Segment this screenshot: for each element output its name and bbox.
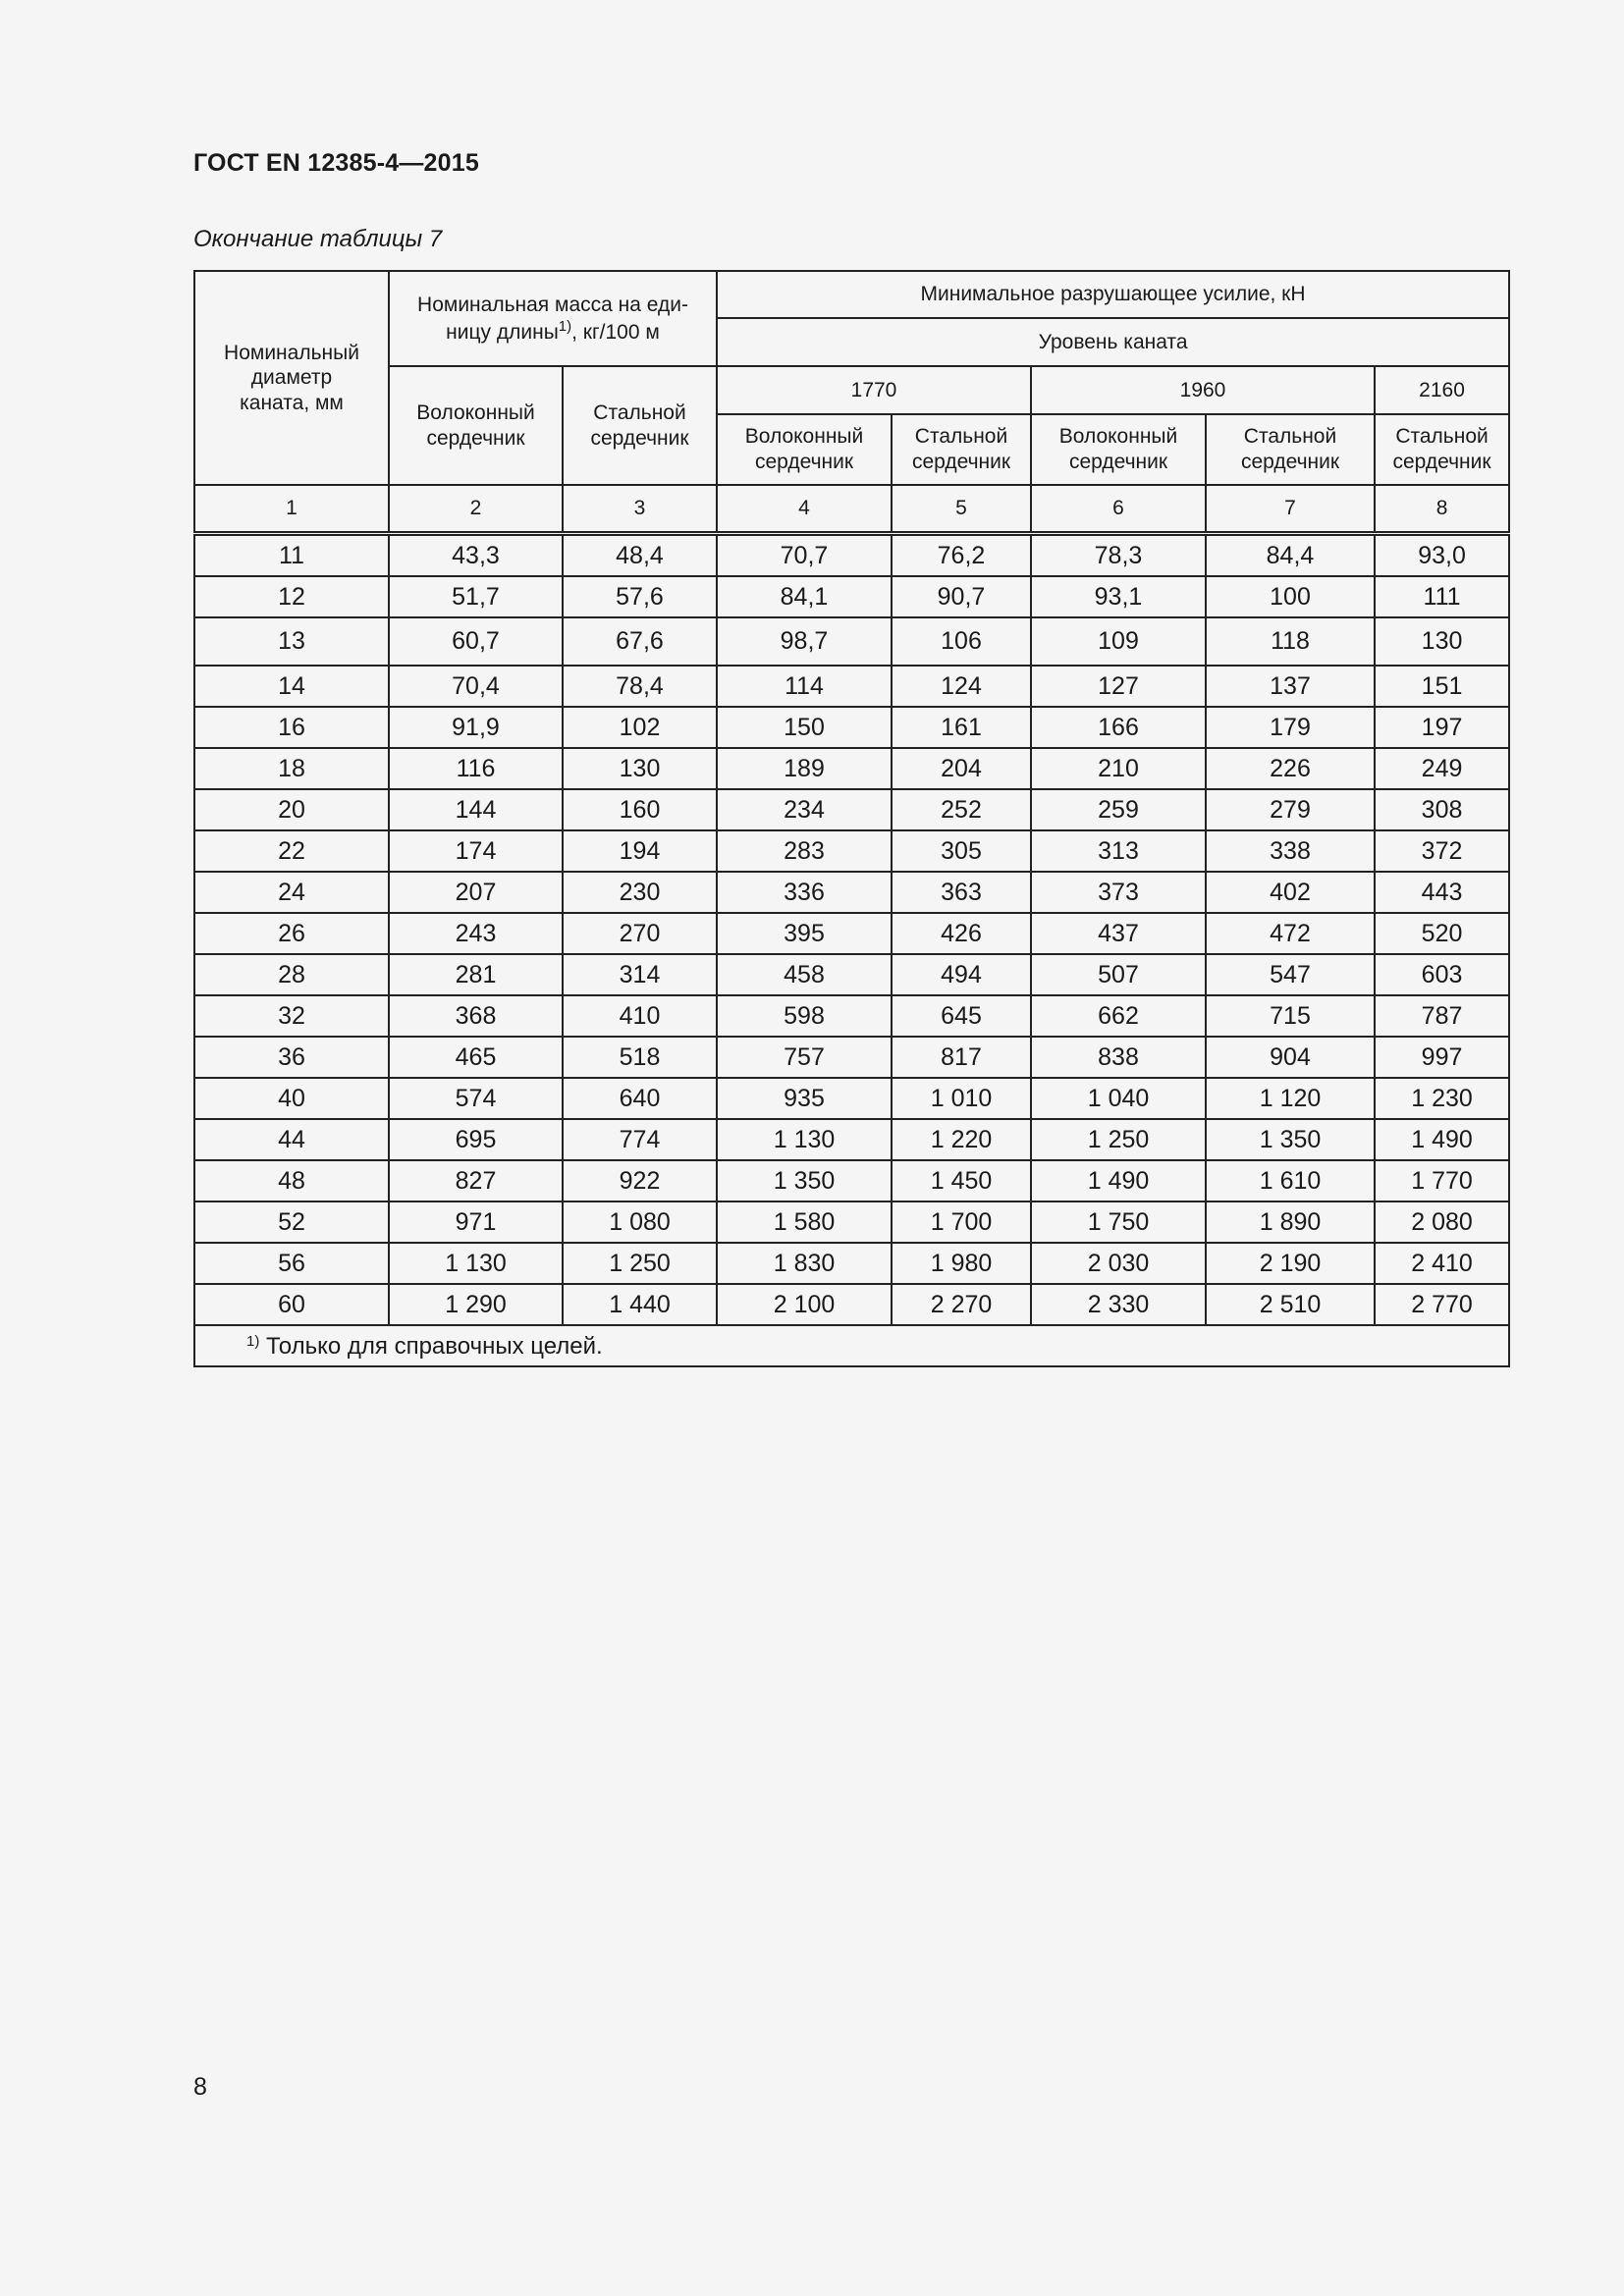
- table-cell: 443: [1375, 872, 1509, 913]
- table-row: [194, 666, 1509, 707]
- table-cell: 11: [194, 534, 389, 577]
- table-cell: 547: [1206, 954, 1375, 995]
- table-row: [194, 534, 1509, 577]
- table-cell: 194: [563, 830, 717, 872]
- table-cell: 1 080: [563, 1201, 717, 1243]
- document-title: ГОСТ EN 12385-4—2015: [193, 149, 479, 177]
- table-cell: 1 700: [892, 1201, 1031, 1243]
- table-cell: 2 190: [1206, 1243, 1375, 1284]
- table-cell: 44: [194, 1119, 389, 1160]
- table-cell: 118: [1206, 617, 1375, 666]
- column-number: 3: [563, 485, 717, 534]
- table-cell: 1 440: [563, 1284, 717, 1325]
- table-row: [194, 872, 1509, 913]
- table-cell: 124: [892, 666, 1031, 707]
- table-cell: 598: [717, 995, 892, 1037]
- table-cell: 204: [892, 748, 1031, 789]
- table-cell: 395: [717, 913, 892, 954]
- table-cell: 1 580: [717, 1201, 892, 1243]
- table-cell: 1 250: [1031, 1119, 1206, 1160]
- table-cell: 2 410: [1375, 1243, 1509, 1284]
- table-cell: 84,1: [717, 576, 892, 617]
- table-cell: 2 510: [1206, 1284, 1375, 1325]
- table-cell: 494: [892, 954, 1031, 995]
- table-cell: 174: [389, 830, 563, 872]
- table-cell: 106: [892, 617, 1031, 666]
- table-cell: 2 770: [1375, 1284, 1509, 1325]
- table-row: [194, 1284, 1509, 1325]
- header-nominal-mass: Номинальная масса на еди- ницу длины$^{1)}$, кг/100 м: [389, 271, 717, 366]
- table-cell: 70,7: [717, 534, 892, 577]
- table-cell: 1 220: [892, 1119, 1031, 1160]
- header-1770-steel-core: Стальной сердечник: [892, 414, 1031, 485]
- table-cell: 971: [389, 1201, 563, 1243]
- column-number: 4: [717, 485, 892, 534]
- table-cell: 207: [389, 872, 563, 913]
- table-cell: 114: [717, 666, 892, 707]
- table-cell: 210: [1031, 748, 1206, 789]
- table-cell: 1 350: [1206, 1119, 1375, 1160]
- table-cell: 1 980: [892, 1243, 1031, 1284]
- table-cell: 1 750: [1031, 1201, 1206, 1243]
- table-cell: 507: [1031, 954, 1206, 995]
- table-cell: 130: [563, 748, 717, 789]
- table-cell: 774: [563, 1119, 717, 1160]
- table-cell: 270: [563, 913, 717, 954]
- table-cell: 305: [892, 830, 1031, 872]
- table-cell: 603: [1375, 954, 1509, 995]
- table-row: [194, 1119, 1509, 1160]
- table-cell: 102: [563, 707, 717, 748]
- column-number: 2: [389, 485, 563, 534]
- table-cell: 150: [717, 707, 892, 748]
- table-cell: 518: [563, 1037, 717, 1078]
- table-cell: 20: [194, 789, 389, 830]
- table-cell: 640: [563, 1078, 717, 1119]
- column-number: 6: [1031, 485, 1206, 534]
- column-number: 1: [194, 485, 389, 534]
- table-cell: 1 770: [1375, 1160, 1509, 1201]
- header-rope-grade: Уровень каната: [717, 318, 1509, 366]
- table-cell: 13: [194, 617, 389, 666]
- table-cell: 52: [194, 1201, 389, 1243]
- header-2160-steel-core: Стальной сердечник: [1375, 414, 1509, 485]
- table-cell: 458: [717, 954, 892, 995]
- table-cell: 60: [194, 1284, 389, 1325]
- table-cell: 28: [194, 954, 389, 995]
- table-cell: 336: [717, 872, 892, 913]
- table-cell: 838: [1031, 1037, 1206, 1078]
- table-cell: 234: [717, 789, 892, 830]
- column-number: 5: [892, 485, 1031, 534]
- header-grade-2160: 2160: [1375, 366, 1509, 414]
- table-cell: 78,4: [563, 666, 717, 707]
- table-cell: 56: [194, 1243, 389, 1284]
- table-cell: 36: [194, 1037, 389, 1078]
- table-cell: 997: [1375, 1037, 1509, 1078]
- table-cell: 160: [563, 789, 717, 830]
- table-cell: 109: [1031, 617, 1206, 666]
- table-cell: 314: [563, 954, 717, 995]
- table-row: [194, 1243, 1509, 1284]
- table-cell: 127: [1031, 666, 1206, 707]
- table-cell: 130: [1375, 617, 1509, 666]
- footnote-ref: 1): [558, 317, 572, 335]
- table-cell: 98,7: [717, 617, 892, 666]
- table-cell: 76,2: [892, 534, 1031, 577]
- table-footnote: [194, 1325, 1509, 1366]
- table-cell: 1 290: [389, 1284, 563, 1325]
- table-cell: 137: [1206, 666, 1375, 707]
- table-row: [194, 913, 1509, 954]
- table-cell: 22: [194, 830, 389, 872]
- table-row: [194, 830, 1509, 872]
- table-cell: 161: [892, 707, 1031, 748]
- table-cell: 259: [1031, 789, 1206, 830]
- table-row: [194, 1160, 1509, 1201]
- table-row: [194, 1078, 1509, 1119]
- table-cell: 84,4: [1206, 534, 1375, 577]
- table-cell: 281: [389, 954, 563, 995]
- table-cell: 116: [389, 748, 563, 789]
- table-row: [194, 748, 1509, 789]
- header-1960-steel-core: Стальной сердечник: [1206, 414, 1375, 485]
- header-nominal-diameter: Номинальный диаметр каната, мм: [194, 271, 389, 485]
- table-cell: 111: [1375, 576, 1509, 617]
- table-cell: 283: [717, 830, 892, 872]
- table-cell: 48: [194, 1160, 389, 1201]
- footnote-text: Только для справочных целей.: [259, 1332, 603, 1360]
- table-cell: 817: [892, 1037, 1031, 1078]
- table-cell: 1 250: [563, 1243, 717, 1284]
- table-cell: 520: [1375, 913, 1509, 954]
- table-cell: 313: [1031, 830, 1206, 872]
- table-cell: 57,6: [563, 576, 717, 617]
- table-cell: 695: [389, 1119, 563, 1160]
- table-row: [194, 995, 1509, 1037]
- table-row: [194, 707, 1509, 748]
- table-cell: 757: [717, 1037, 892, 1078]
- table-cell: 40: [194, 1078, 389, 1119]
- table-cell: 402: [1206, 872, 1375, 913]
- table-cell: 48,4: [563, 534, 717, 577]
- table-cell: 32: [194, 995, 389, 1037]
- table-cell: 2 080: [1375, 1201, 1509, 1243]
- table-cell: 368: [389, 995, 563, 1037]
- table-cell: 574: [389, 1078, 563, 1119]
- table-cell: 338: [1206, 830, 1375, 872]
- table-cell: 1 230: [1375, 1078, 1509, 1119]
- table-cell: 426: [892, 913, 1031, 954]
- table-cell: 26: [194, 913, 389, 954]
- table-cell: 1 490: [1031, 1160, 1206, 1201]
- table-cell: 465: [389, 1037, 563, 1078]
- table-cell: 1 350: [717, 1160, 892, 1201]
- table-cell: 1 130: [717, 1119, 892, 1160]
- table-cell: 91,9: [389, 707, 563, 748]
- table-cell: 2 100: [717, 1284, 892, 1325]
- table-cell: 12: [194, 576, 389, 617]
- table-cell: 93,0: [1375, 534, 1509, 577]
- table-cell: 279: [1206, 789, 1375, 830]
- table-cell: 252: [892, 789, 1031, 830]
- table-cell: 144: [389, 789, 563, 830]
- table-caption: Окончание таблицы 7: [193, 226, 443, 252]
- table-cell: 51,7: [389, 576, 563, 617]
- table-cell: 935: [717, 1078, 892, 1119]
- table-cell: 662: [1031, 995, 1206, 1037]
- header-min-breaking-force: Минимальное разрушающее усилие, кН: [717, 271, 1509, 318]
- table-cell: 151: [1375, 666, 1509, 707]
- table-cell: 67,6: [563, 617, 717, 666]
- table-cell: 70,4: [389, 666, 563, 707]
- header-grade-1960: 1960: [1031, 366, 1375, 414]
- table-cell: 90,7: [892, 576, 1031, 617]
- table-cell: 249: [1375, 748, 1509, 789]
- table-cell: 437: [1031, 913, 1206, 954]
- table-cell: 372: [1375, 830, 1509, 872]
- table-cell: 410: [563, 995, 717, 1037]
- table-cell: 472: [1206, 913, 1375, 954]
- table-cell: 243: [389, 913, 563, 954]
- table-cell: 308: [1375, 789, 1509, 830]
- table-row: [194, 1037, 1509, 1078]
- table-cell: 230: [563, 872, 717, 913]
- table-row: [194, 617, 1509, 666]
- table-cell: 904: [1206, 1037, 1375, 1078]
- table-cell: 100: [1206, 576, 1375, 617]
- table-cell: 1 830: [717, 1243, 892, 1284]
- table-cell: 14: [194, 666, 389, 707]
- table-cell: 16: [194, 707, 389, 748]
- table-cell: 24: [194, 872, 389, 913]
- table-cell: 189: [717, 748, 892, 789]
- table-cell: 1 610: [1206, 1160, 1375, 1201]
- table-row: [194, 1201, 1509, 1243]
- table-cell: 1 040: [1031, 1078, 1206, 1119]
- table-cell: 2 330: [1031, 1284, 1206, 1325]
- table-cell: 78,3: [1031, 534, 1206, 577]
- column-number: 7: [1206, 485, 1375, 534]
- table-cell: 60,7: [389, 617, 563, 666]
- column-number: 8: [1375, 485, 1509, 534]
- table-cell: 179: [1206, 707, 1375, 748]
- table-cell: 93,1: [1031, 576, 1206, 617]
- header-mass-fibre-core: Волоконный сердечник: [389, 366, 563, 485]
- table-cell: 1 130: [389, 1243, 563, 1284]
- table-cell: 922: [563, 1160, 717, 1201]
- header-1770-fibre-core: Волоконный сердечник: [717, 414, 892, 485]
- table-cell: 18: [194, 748, 389, 789]
- table-row: [194, 789, 1509, 830]
- page-number: 8: [193, 2073, 207, 2101]
- header-1960-fibre-core: Волоконный сердечник: [1031, 414, 1206, 485]
- table-cell: 2 270: [892, 1284, 1031, 1325]
- table-cell: 1 010: [892, 1078, 1031, 1119]
- table-cell: 373: [1031, 872, 1206, 913]
- table-cell: 827: [389, 1160, 563, 1201]
- table-cell: 715: [1206, 995, 1375, 1037]
- table-cell: 787: [1375, 995, 1509, 1037]
- header-mass-steel-core: Стальной сердечник: [563, 366, 717, 485]
- table-row: [194, 576, 1509, 617]
- table-row: [194, 954, 1509, 995]
- footnote-mark: 1): [246, 1332, 260, 1350]
- table-cell: 43,3: [389, 534, 563, 577]
- table-cell: 1 490: [1375, 1119, 1509, 1160]
- table-cell: 166: [1031, 707, 1206, 748]
- table-cell: 363: [892, 872, 1031, 913]
- table-cell: 197: [1375, 707, 1509, 748]
- table-cell: 645: [892, 995, 1031, 1037]
- rope-data-table: [193, 270, 1510, 1367]
- table-cell: 1 450: [892, 1160, 1031, 1201]
- table-cell: 2 030: [1031, 1243, 1206, 1284]
- header-grade-1770: 1770: [717, 366, 1031, 414]
- table-body: [194, 534, 1509, 1326]
- table-cell: 226: [1206, 748, 1375, 789]
- table-cell: 1 120: [1206, 1078, 1375, 1119]
- table-cell: 1 890: [1206, 1201, 1375, 1243]
